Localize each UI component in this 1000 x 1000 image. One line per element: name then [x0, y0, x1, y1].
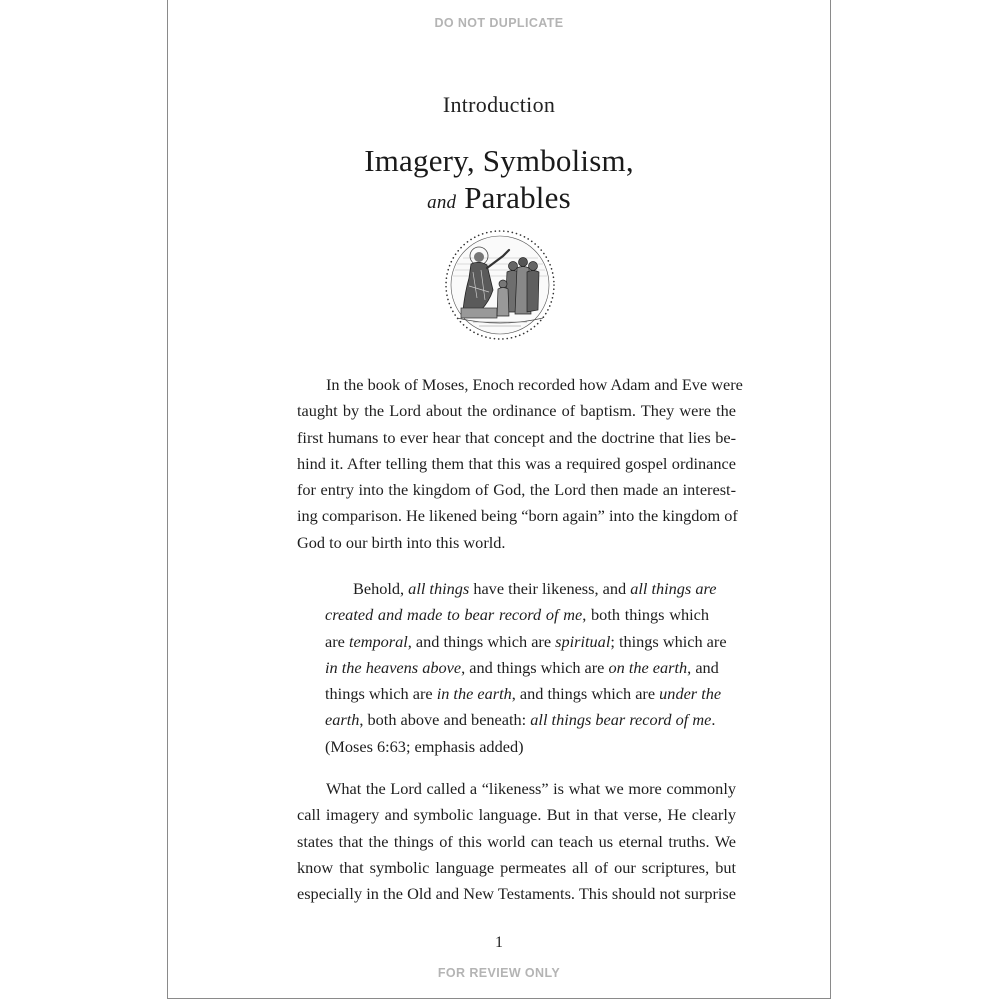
paragraph-1	[268, 372, 743, 556]
paragraph-2	[268, 776, 736, 907]
for-review-only-stamp: FOR REVIEW ONLY	[437, 966, 561, 980]
title-line-1: Imagery, Symbolism,	[364, 143, 634, 178]
quote-line: things which are in the earth, and things which are under the	[325, 684, 722, 704]
paragraph-2-line: What the Lord called a “likeness” is what we more commonly	[326, 779, 736, 798]
paragraph-2-line: know that symbolic language permeates all of our scriptures, but	[297, 857, 736, 877]
paragraph-2-line: states that the things of this world can teach us eternal truths. We	[297, 831, 736, 851]
paragraph-2-line: call imagery and symbolic language. But in that verse, He clearly	[297, 805, 736, 825]
do-not-duplicate-stamp: DO NOT DUPLICATE	[434, 16, 564, 30]
quote-line: in the heavens above, and things which are on the earth, and	[325, 657, 719, 677]
paragraph-1-line: ing comparison. He likened being “born again” into the kingdom of	[297, 506, 738, 526]
paragraph-1-line: taught by the Lord about the ordinance of baptism. They were the	[297, 401, 736, 421]
paragraph-1-line: hind it. After telling them that this was a required gospel ordinance	[297, 453, 736, 473]
paragraph-2-line: especially in the Old and New Testaments. This should not surprise	[297, 884, 736, 904]
paragraph-1-line: God to our birth into this world.	[297, 532, 506, 552]
quote-line: are temporal, and things which are spiritual; things which are	[325, 631, 727, 651]
quote-citation: (Moses 6:63; emphasis added)	[325, 736, 524, 756]
scripture-block-quote	[297, 576, 727, 760]
chapter-label: Introduction	[442, 92, 556, 117]
quote-line: created and made to bear record of me, both things which	[325, 605, 709, 625]
quote-line: Behold, all things have their likeness, and all things are	[353, 579, 717, 598]
page-number: 1	[495, 934, 503, 951]
paragraph-1-line: first humans to ever hear that concept and the doctrine that lies be-	[297, 427, 736, 447]
chapter-title	[168, 142, 830, 221]
title-line-2: Parables	[464, 180, 571, 215]
paragraph-1-line: for entry into the kingdom of God, the Lord then made an interest-	[297, 480, 736, 500]
quote-line: earth, both above and beneath: all things bear record of me.	[325, 710, 716, 730]
teacher-medallion-illustration	[443, 228, 557, 342]
book-page	[167, 0, 831, 999]
paragraph-1-line: In the book of Moses, Enoch recorded how Adam and Eve were	[326, 375, 743, 394]
title-and: and	[427, 192, 457, 213]
